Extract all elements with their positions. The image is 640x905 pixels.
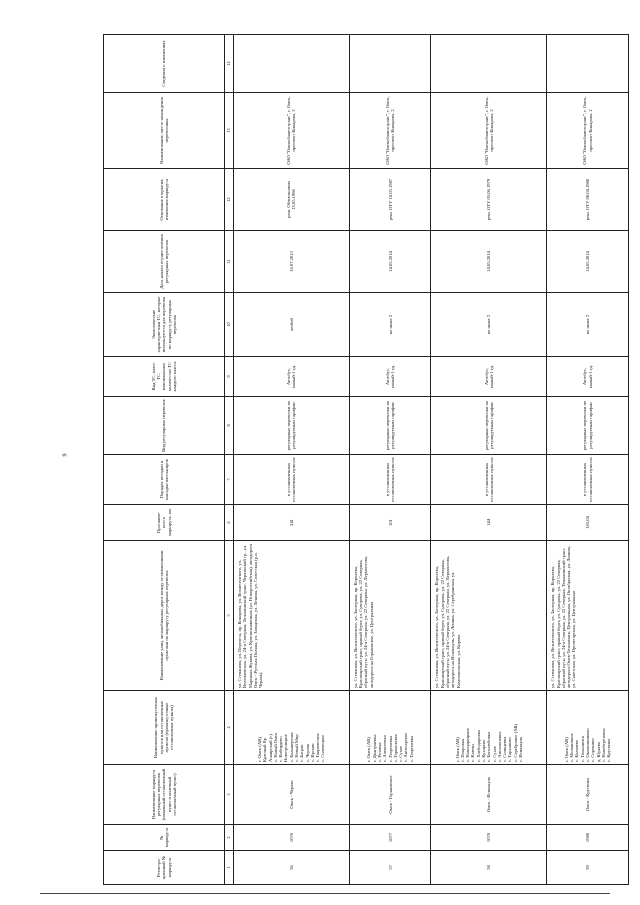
- stop-item: с. Черлак: [304, 743, 310, 762]
- cell-km: 183,04: [547, 505, 629, 541]
- column-index: 8: [225, 397, 234, 455]
- stop-item: с. Георгиевка: [387, 735, 393, 762]
- cell-changes: [547, 35, 629, 93]
- column-header: № маршрута: [104, 825, 225, 851]
- stop-item: с. Покровка: [459, 738, 465, 762]
- column-index: 10: [225, 293, 234, 357]
- cell-basis: реш. ОТУ 05.06.1979: [431, 169, 547, 231]
- stop-item: с. Соловецкое: [320, 734, 326, 762]
- column-index: 2: [225, 825, 234, 851]
- cell-date: 16.07.2013: [234, 231, 350, 293]
- stop-item: с. Розовка: [376, 742, 382, 762]
- table-row: [547, 35, 629, 885]
- cell-streets: ул. Степанова, ул. Вознесенского, ул. Заозерная, пр. Королева, Красноярский тракт, правый берег, ул. Суворова, ул. 22 Северная, обратный путь: ул. 24-я Северная, ул. 22 Северная, ул. Лермонтова, автодорога на Исилькуль, ул. Ленина, ул. Серебрянская, ул. Комсомольская, ул. Кирова: [431, 541, 547, 691]
- column-index: 6: [225, 505, 234, 541]
- cell-boarding: в установленных остановочных пунктах: [547, 455, 629, 505]
- stop-item: с. Большеречье: [288, 732, 294, 762]
- stop-item: Красный Яр: [262, 738, 268, 762]
- stop-item: с. Хлебодаровка: [475, 730, 481, 762]
- cell-km: 101: [349, 505, 431, 541]
- cell-changes: [349, 35, 431, 93]
- column-index: 3: [225, 765, 234, 825]
- stop-item: г. Омск (АВ): [257, 737, 263, 762]
- stop-item: с. Горьковское: [392, 733, 398, 762]
- page-number: 9: [62, 453, 69, 457]
- stop-item: с. Солнцевка: [502, 736, 508, 762]
- stop-item: с. Ангисарское: [403, 732, 409, 762]
- cell-carrier: ОАО "Омскоблавтотранс", г. Омск, проспект Комарова, 2: [547, 93, 629, 169]
- cell-date: 14.05.2014: [431, 231, 547, 293]
- cell-streets: ул. Степанова, ул. Вознесенского, ул. Заозерная, пр. Королева, Красноярский тракт, правый берег, ул. Суворова, ул. 22 Северная, обратный путь: ул. 24-я Северная, ул. 22 Северная, Тюкалинский тракт, автодорога Омск-Тюкалинск, Центральная, ул. Октябрьская, ул. Ленина, ул. Советская, ул. Пролетарская, ул. Центральная: [547, 541, 629, 691]
- cell-carrier: ОАО "Омскоблавтотранс", г. Омск, проспект Комарова, 2: [349, 93, 431, 169]
- stop-item: с. Серебряное (АВ): [512, 723, 518, 762]
- cell-type: регулярные перевозки по регулируемым тарифам: [547, 397, 629, 455]
- column-header: Дата начала осуществления регулярных перевозок: [104, 231, 225, 293]
- stop-item: с. Исилькуль: [517, 736, 523, 762]
- document-sheet: [103, 35, 629, 885]
- column-index: 5: [225, 541, 234, 691]
- cell-km: 144: [431, 505, 547, 541]
- cell-type: регулярные перевозки по регулируемым тарифам: [431, 397, 547, 455]
- cell-stops: [431, 691, 547, 765]
- stop-item: с. Георгиевка: [408, 735, 414, 762]
- stop-item: с. Сухое: [398, 745, 404, 762]
- cell-vehicle: Автобус, малый-1 ед.: [349, 357, 431, 397]
- cell-name: Омск - Горьковское: [349, 765, 431, 825]
- stop-item: с. Сорокино: [590, 738, 596, 762]
- stop-item: с. Калачево: [574, 739, 580, 762]
- column-header: Основание открытия, изменения маршрута: [104, 169, 225, 231]
- header-row: [104, 35, 225, 885]
- cell-name: Омск - Исилькуль: [431, 765, 547, 825]
- cell-vehicle: Автобус, малый-1 ед.: [547, 357, 629, 397]
- stop-item: д. Юрьево: [595, 741, 601, 762]
- column-index-row: [225, 35, 234, 885]
- cell-reg: 59: [547, 851, 629, 885]
- stop-item: с. Кибирдево: [278, 736, 284, 762]
- cell-name: Омск - Черлак: [234, 765, 350, 825]
- table-row: [234, 35, 350, 885]
- cell-type: регулярные перевозки по регулируемым тарифам: [349, 397, 431, 455]
- cell-basis: реш. ОТУ 08.04.1980: [547, 169, 629, 231]
- stop-item: с. Оконешниково: [585, 728, 590, 762]
- cell-date: 14.05.2014: [349, 231, 431, 293]
- stop-item: с. Боголюбовка: [486, 731, 492, 762]
- stop-item: с. Тюкалинск: [579, 735, 585, 762]
- cell-boarding: в установленных остановочных пунктах: [349, 455, 431, 505]
- cell-boarding: в установленных остановочных пунктах: [431, 455, 547, 505]
- column-index: 1: [225, 851, 234, 885]
- column-index: 7: [225, 455, 234, 505]
- cell-basis: реш. Облисполком 15.05.1986: [234, 169, 350, 231]
- cell-boarding: в установленных остановочных пунктах: [234, 455, 350, 505]
- stop-item: Новотроицкое: [283, 734, 289, 762]
- stop-item: с. Крутинка: [606, 738, 612, 762]
- cell-eco: не ниже 2: [349, 293, 431, 357]
- cell-eco: любой: [234, 293, 350, 357]
- stop-item: с. Тарханово: [507, 737, 513, 762]
- column-header: Наименование маршрута регулярных перевозок (начальный остановочный пункт и конечный остановочный пункт): [104, 765, 225, 825]
- stop-item: с. Сухое: [491, 745, 497, 762]
- table-row: [431, 35, 547, 885]
- column-header: Протяжен-ность маршрута, км: [104, 505, 225, 541]
- cell-streets: ул. Степанова, ул. Вознесенского, ул. Заозерная, пр. Королева, Красноярский тракт, правый берег, ул. Суворова, ул. 22 Северная, обратный путь: ул. 24-я Северная, ул. 22 Северная, ул. Лермонтова, автодорога на Горьковское, ул. Центральная: [349, 541, 431, 691]
- column-header: Наименование улиц, автомобильных дорог между остановочными пунктами по маршруту регулярных перевозок: [104, 541, 225, 691]
- rotated-table-container: [103, 35, 629, 885]
- cell-num: 1080: [547, 825, 629, 851]
- table-row: [349, 35, 431, 885]
- cell-streets: ул. Степанова, ул. Перелета, пр. Комарова, ул. Вознесенского, ул. Волочаевская, ул. 24-я Северная, Тюкалинский тракт, Черлакский тр., ул. Маршала Жукова, ул. Краснознаменная (ул. Новороссийская), автодорога Омск - Русская Поляна, ул. Заводская, ул. Ленина, ул. Советская (р.п. Черлак): [234, 541, 350, 691]
- cell-stops: [547, 691, 629, 765]
- cell-date: 14.05.2014: [547, 231, 629, 293]
- column-index: 4: [225, 691, 234, 765]
- stop-item: г. Омск (АВ): [563, 737, 569, 762]
- stop-item: с. Таврическое: [315, 733, 321, 762]
- cell-vehicle: Автобус, малый-1 ед.: [234, 357, 350, 397]
- cell-vehicle: Автобус, малый-1 ед.: [431, 357, 547, 397]
- cell-reg: 56: [234, 851, 350, 885]
- cell-basis: реш. ОТУ 18.05.1987: [349, 169, 431, 231]
- stop-item: с. Новый Омск: [272, 732, 278, 762]
- cell-type: регулярные перевозки по регулируемым тарифам: [234, 397, 350, 455]
- column-header: Экологические характеристики ТС, которые используются для перевозок по маршруту регулярных перевозок: [104, 293, 225, 357]
- cell-num: 1070: [431, 825, 547, 851]
- stop-item: с. Аполлоновка: [496, 731, 502, 762]
- routes-table: [103, 34, 629, 885]
- stop-item: с. Алексеевка: [382, 735, 388, 762]
- stop-item: с. Кухарево: [480, 739, 486, 762]
- cell-carrier: ОАО "Омскоблавтотранс", г. Омск, проспект Комарова, 2: [431, 93, 547, 169]
- column-header: Вид регулярных перевозок: [104, 397, 225, 455]
- column-index: 13: [225, 93, 234, 169]
- stop-item: г. Омск (АВ): [366, 737, 372, 762]
- stop-item: с. Батрак: [299, 744, 305, 762]
- cell-num: 1077: [349, 825, 431, 851]
- column-index: 9: [225, 357, 234, 397]
- stop-item: с. Новоберезовка: [600, 728, 606, 762]
- stop-item: г. Омск (АВ): [454, 737, 460, 762]
- stop-item: с. Мельничное: [569, 733, 575, 762]
- cell-num: 1076: [234, 825, 350, 851]
- cell-stops: [234, 691, 350, 765]
- stop-item: с. Новоцарицыно: [465, 728, 471, 762]
- cell-changes: [431, 35, 547, 93]
- column-header: Порядок посадки и высадки пассажиров: [104, 455, 225, 505]
- cell-carrier: ОАО "Омскоблавтотранс", г. Омск, проспект Комарова, 2: [234, 93, 350, 169]
- stop-item: Ачаирский (с): [267, 734, 273, 762]
- column-index: 11: [225, 231, 234, 293]
- cell-km: 241: [234, 505, 350, 541]
- cell-eco: не ниже 2: [547, 293, 629, 357]
- column-header: Наименование, место нахождения перевозчика: [104, 93, 225, 169]
- column-header: Регистра-ционный № маршрута: [104, 851, 225, 885]
- stop-item: с. Новый Мир: [294, 734, 300, 762]
- column-header: Вид ТС, класс ТС, максимальное количество ТС каждого класса: [104, 357, 225, 397]
- stop-item: г. Дмитриевка: [371, 734, 377, 762]
- cell-eco: не ниже 2: [431, 293, 547, 357]
- column-header: Наименование промежуточных пунктов или остановочных пунктов (промежуточные остановочные пункты): [104, 691, 225, 765]
- cell-reg: 58: [431, 851, 547, 885]
- cell-reg: 57: [349, 851, 431, 885]
- column-index: 12: [225, 169, 234, 231]
- stop-item: с. Ключи: [470, 744, 476, 762]
- cell-name: Омск - Крутинка: [547, 765, 629, 825]
- cell-stops: [349, 691, 431, 765]
- column-index: 14: [225, 35, 234, 93]
- stop-item: с. Иртыш: [309, 743, 315, 762]
- column-header: Сведения о изменениях: [104, 35, 225, 93]
- page-bottom-rule: [40, 893, 610, 894]
- cell-changes: [234, 35, 350, 93]
